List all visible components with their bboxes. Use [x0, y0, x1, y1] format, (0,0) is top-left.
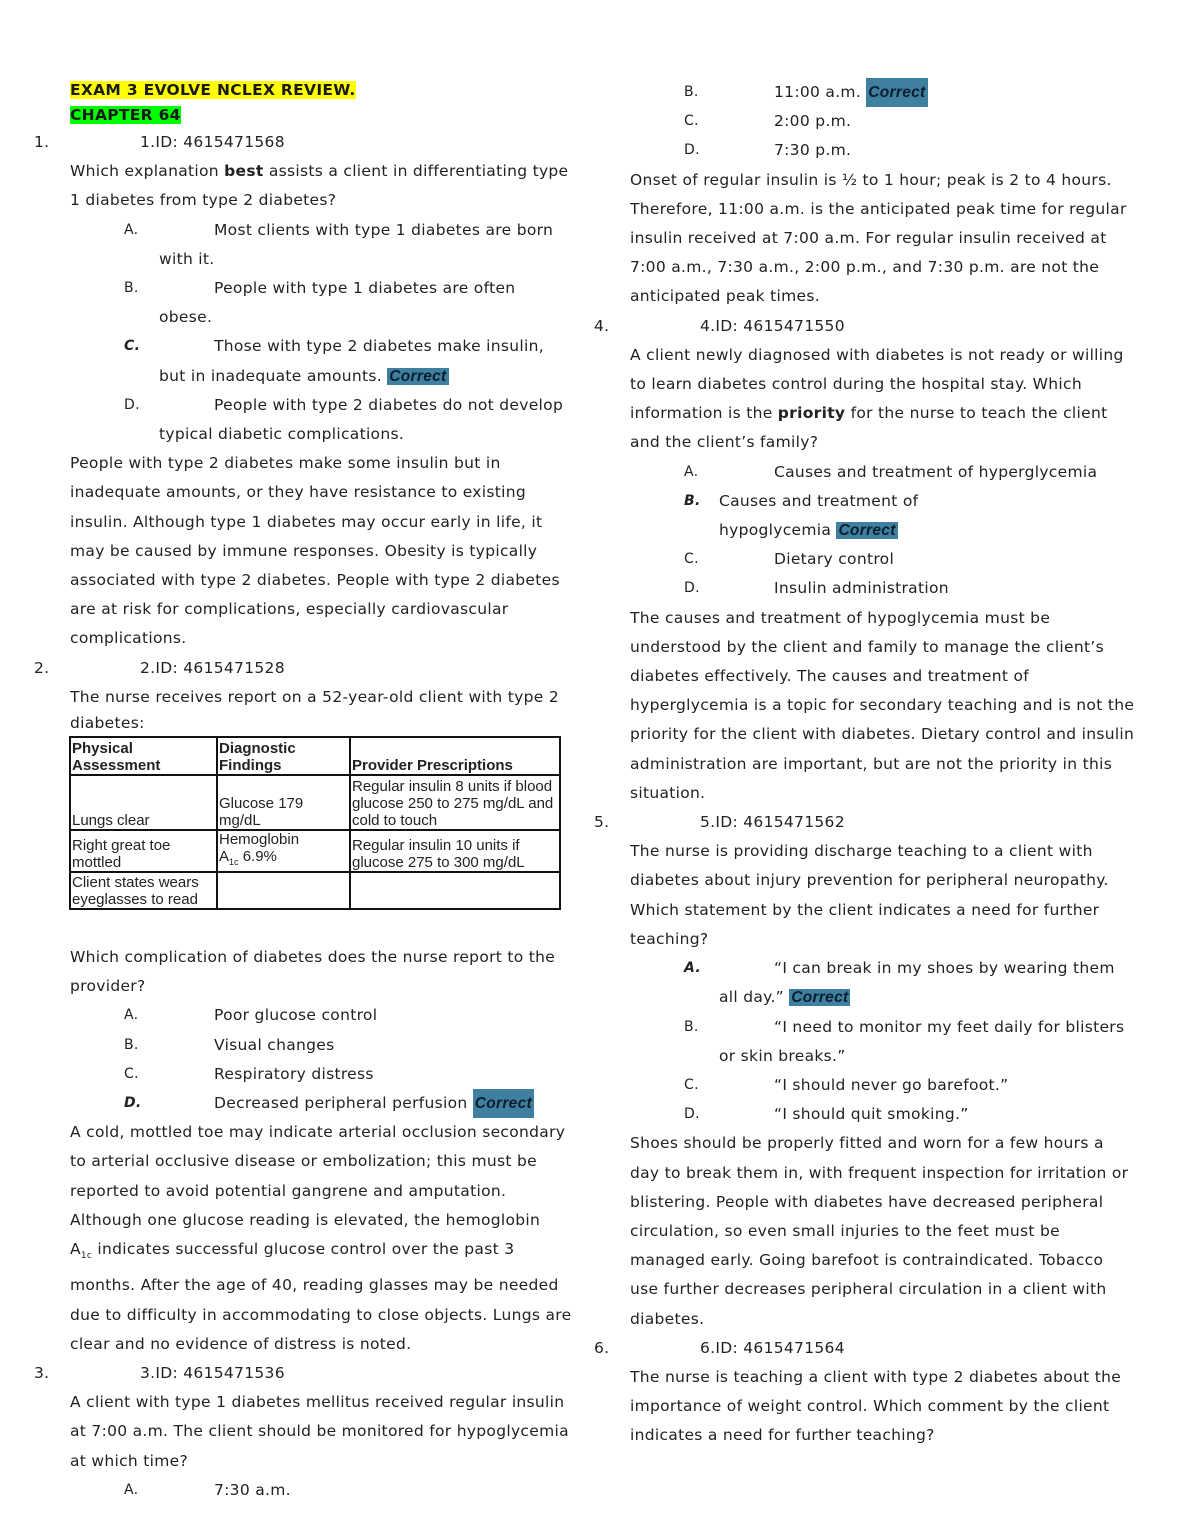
left-column: [34, 78, 574, 1505]
exam-title: EXAM 3 EVOLVE NCLEX REVIEW.: [70, 81, 356, 99]
question-1-header: 1. 1.ID: 4615471568: [34, 133, 285, 151]
q5-rationale: circulation, so even small injuries to the feet must be: [630, 1221, 1060, 1240]
question-3-stem: A client with type 1 diabetes mellitus received regular insulin: [70, 1393, 565, 1412]
q1-rationale: are at risk for complications, especially cardiovascular: [70, 600, 509, 619]
question-5-stem: teaching?: [630, 929, 709, 948]
q4-rationale: administration are important, but are not the priority in this: [630, 754, 1113, 773]
q3-rationale: 7:00 a.m., 7:30 a.m., 2:00 p.m., and 7:30 p.m. are not the: [630, 258, 1100, 277]
correct-badge: Correct: [838, 522, 896, 540]
table-row: [70, 830, 560, 872]
question-5-stem: Which statement by the client indicates a need for further: [630, 900, 1100, 919]
q1-rationale: inadequate amounts, or they have resistance to existing: [70, 483, 526, 502]
q4-option-b[interactable]: B. Causes and treatment of: [684, 491, 919, 510]
q4-option-c[interactable]: C. Dietary control: [684, 550, 895, 569]
question-5-header: 5. 5.ID: 4615471562: [594, 813, 845, 832]
q5-option-b[interactable]: B. “I need to monitor my feet daily for blisters: [684, 1017, 1125, 1036]
q3-option-c[interactable]: C. 2:00 p.m.: [684, 112, 852, 131]
q3-rationale: anticipated peak times.: [630, 287, 820, 306]
table-cell: [350, 872, 560, 909]
q2-rationale: to arterial occlusive disease or embolization; this must be: [70, 1152, 537, 1171]
q5-option-a-cont: all day.” Correct: [719, 988, 849, 1007]
q1-option-c[interactable]: C. Those with type 2 diabetes make insulin,: [124, 337, 544, 356]
question-6-header: 6. 6.ID: 4615471564: [594, 1338, 845, 1357]
q1-rationale: People with type 2 diabetes make some insulin but in: [70, 454, 501, 473]
correct-badge: Correct: [389, 367, 447, 385]
q4-rationale: The causes and treatment of hypoglycemia must be: [630, 608, 1051, 627]
question-2-header: 2. 2.ID: 4615471528: [34, 658, 285, 677]
q2-rationale: months. After the age of 40, reading glasses may be needed: [70, 1276, 559, 1295]
q3-rationale: Onset of regular insulin is ½ to 1 hour; peak is 2 to 4 hours.: [630, 170, 1112, 189]
q4-rationale: priority for the client with diabetes. Dietary control and insulin: [630, 725, 1135, 744]
question-1-stem: Which explanation best assists a client in differentiating type: [70, 162, 569, 181]
q3-option-d[interactable]: D. 7:30 p.m.: [684, 141, 852, 160]
q1-option-d-cont: typical diabetic complications.: [159, 425, 405, 444]
question-6-stem: indicates a need for further teaching?: [630, 1426, 935, 1445]
q4-rationale: diabetes effectively. The causes and treatment of: [630, 667, 1029, 686]
right-column: [594, 78, 1154, 1451]
question-2-stem: The nurse receives report on a 52-year-old client with type 2: [70, 687, 559, 706]
correct-badge: Correct: [791, 989, 849, 1007]
question-4-stem: to learn diabetes control during the hospital stay. Which: [630, 375, 1082, 394]
table-cell: Regular insulin 8 units if blood glucose 250 to 275 mg/dL and cold to touch: [350, 775, 560, 830]
q5-rationale: diabetes.: [630, 1309, 705, 1328]
table-cell: Hemoglobin $A_{1c}$ 6.9%: [217, 830, 350, 872]
q5-option-c[interactable]: C. “I should never go barefoot.”: [684, 1075, 1009, 1094]
q3-rationale: Therefore, 11:00 a.m. is the anticipated peak time for regular: [630, 199, 1127, 218]
q5-rationale: blistering. People with diabetes have decreased peripheral: [630, 1192, 1104, 1211]
correct-badge: Correct: [866, 78, 927, 107]
q2-option-b[interactable]: B. Visual changes: [124, 1035, 335, 1054]
question-4-stem: and the client’s family?: [630, 433, 819, 452]
table-cell: Client states wears eyeglasses to read: [70, 872, 217, 909]
q2-rationale: due to difficulty in accommodating to close objects. Lungs are: [70, 1305, 572, 1324]
table-cell: [217, 872, 350, 909]
q1-rationale: complications.: [70, 629, 187, 648]
question-4-stem: information is the priority for the nurse to teach the client: [630, 404, 1108, 423]
table-row: [70, 872, 560, 909]
q5-option-b-cont: or skin breaks.”: [719, 1046, 846, 1065]
q1-option-b[interactable]: B. People with type 1 diabetes are often: [124, 279, 516, 298]
table-row: [70, 775, 560, 830]
report-table: [69, 736, 561, 910]
q4-rationale: understood by the client and family to manage the client’s: [630, 637, 1104, 656]
q5-rationale: Shoes should be properly fitted and worn for a few hours a: [630, 1134, 1104, 1153]
question-2-stem-line2: diabetes:: [70, 714, 145, 733]
question-6-stem: importance of weight control. Which comment by the client: [630, 1397, 1110, 1416]
q2-option-a[interactable]: A. Poor glucose control: [124, 1006, 378, 1025]
q2-rationale: A cold, mottled toe may indicate arterial occlusion secondary: [70, 1123, 566, 1142]
q4-option-b-cont: hypoglycemia Correct: [719, 521, 896, 540]
question-6-stem: The nurse is teaching a client with type 2 diabetes about the: [630, 1367, 1122, 1386]
question-5-stem: The nurse is providing discharge teaching to a client with: [630, 842, 1093, 861]
q5-rationale: managed early. Going barefoot is contraindicated. Tobacco: [630, 1251, 1104, 1270]
question-2-prompt: Which complication of diabetes does the nurse report to the: [70, 948, 556, 967]
q2-rationale: reported to avoid potential gangrene and amputation.: [70, 1181, 507, 1200]
q2-rationale: Although one glucose reading is elevated, the hemoglobin: [70, 1210, 541, 1229]
q3-option-b[interactable]: B. 11:00 a.m. Correct: [594, 78, 1154, 107]
q3-rationale: insulin received at 7:00 a.m. For regular insulin received at: [630, 229, 1107, 248]
q1-option-a[interactable]: A. Most clients with type 1 diabetes are born: [124, 220, 554, 239]
table-cell: Regular insulin 10 units if glucose 275 to 300 mg/dL: [350, 830, 560, 872]
question-3-header: 3. 3.ID: 4615471536: [34, 1364, 285, 1382]
q5-option-d[interactable]: D. “I should quit smoking.”: [684, 1105, 969, 1124]
table-header: Diagnostic Findings: [217, 737, 350, 775]
q1-option-d[interactable]: D. People with type 2 diabetes do not develop: [124, 395, 564, 414]
question-1-stem-line2: 1 diabetes from type 2 diabetes?: [70, 191, 337, 210]
q4-rationale: situation.: [630, 783, 706, 802]
q1-rationale: insulin. Although type 1 diabetes may occur early in life, it: [70, 512, 543, 531]
q1-option-a-cont: with it.: [159, 249, 215, 268]
table-header: Physical Assessment: [70, 737, 217, 775]
question-2-prompt-line2: provider?: [70, 977, 146, 996]
q4-rationale: hyperglycemia is a topic for secondary teaching and is not the: [630, 696, 1135, 715]
q4-option-d[interactable]: D. Insulin administration: [684, 579, 949, 598]
q5-rationale: use further decreases peripheral circulation in a client with: [630, 1280, 1107, 1299]
table-cell: Lungs clear: [70, 775, 217, 830]
question-4-header: 4. 4.ID: 4615471550: [594, 316, 845, 335]
q5-option-a[interactable]: A. “I can break in my shoes by wearing them: [684, 959, 1115, 978]
table-header: Provider Prescriptions: [350, 737, 560, 775]
question-3-stem: at which time?: [70, 1451, 189, 1470]
table-cell: Glucose 179 mg/dL: [217, 775, 350, 830]
q5-rationale: day to break them in, with frequent inspection for irritation or: [630, 1163, 1129, 1182]
q2-rationale: $A_{1c}$ indicates successful glucose control over the past 3: [70, 1240, 515, 1262]
q2-option-d[interactable]: D. Decreased peripheral perfusion Correct: [34, 1089, 574, 1118]
question-5-stem: diabetes about injury prevention for peripheral neuropathy.: [630, 871, 1109, 890]
q1-option-b-cont: obese.: [159, 308, 213, 327]
question-4-stem: A client newly diagnosed with diabetes is not ready or willing: [630, 345, 1124, 364]
q2-option-c[interactable]: C. Respiratory distress: [124, 1064, 374, 1083]
correct-badge: Correct: [473, 1089, 534, 1118]
table-cell: Right great toe mottled: [70, 830, 217, 872]
q4-option-a[interactable]: A. Causes and treatment of hyperglycemia: [684, 462, 1098, 481]
question-3-stem: at 7:00 a.m. The client should be monitored for hypoglycemia: [70, 1422, 569, 1441]
q1-rationale: associated with type 2 diabetes. People with type 2 diabetes: [70, 571, 560, 590]
q2-rationale: clear and no evidence of distress is noted.: [70, 1334, 412, 1353]
chapter-heading: CHAPTER 64: [70, 106, 181, 124]
q1-option-c-cont: but in inadequate amounts. Correct: [159, 366, 447, 385]
q1-rationale: may be caused by immune responses. Obesity is typically: [70, 541, 538, 560]
q3-option-a[interactable]: A. 7:30 a.m.: [124, 1480, 291, 1499]
